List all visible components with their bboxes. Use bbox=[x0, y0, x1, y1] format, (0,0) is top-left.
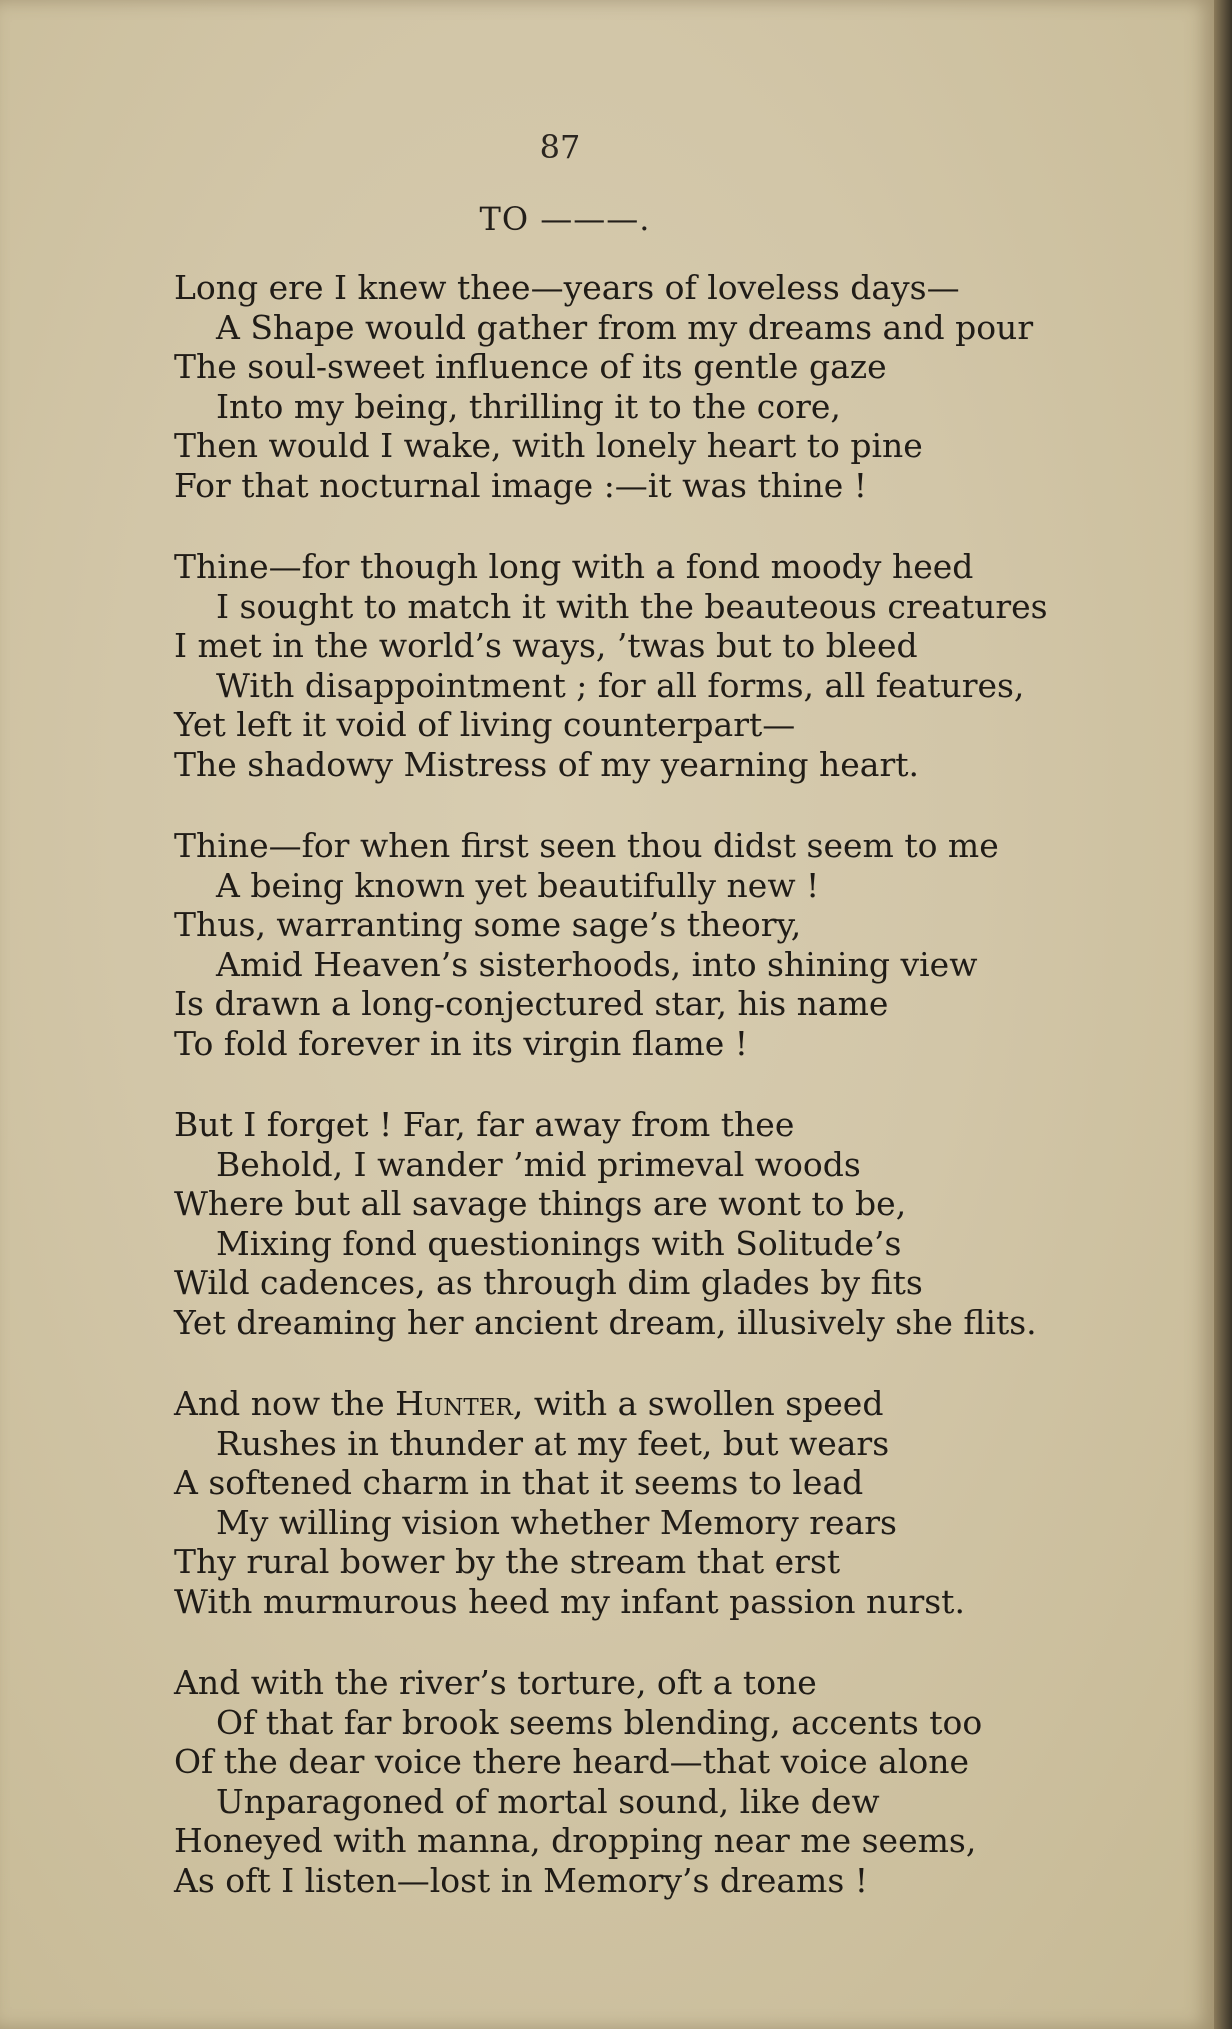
poem-line: For that nocturnal image :—it was thine ! bbox=[174, 465, 868, 505]
poem-line: Amid Heaven’s sisterhoods, into shining view bbox=[216, 944, 978, 984]
poem-line: Where but all savage things are wont to be, bbox=[174, 1184, 907, 1223]
stanza-2 bbox=[174, 547, 1074, 784]
poem-line: Thine—for when first seen thou didst seem to me bbox=[174, 826, 999, 865]
poem-line: Long ere I knew thee—years of loveless days— bbox=[174, 268, 960, 307]
poem-line: But I forget ! Far, far away from thee bbox=[174, 1105, 795, 1144]
poem-line: With murmurous heed my infant passion nurst. bbox=[174, 1581, 965, 1621]
poem-title: TO ———. bbox=[479, 200, 651, 238]
poem-line: I met in the world’s ways, ’twas but to bleed bbox=[174, 626, 918, 665]
poem-line: Yet left it void of living counterpart— bbox=[174, 705, 796, 744]
poem-line: The soul-sweet influence of its gentle gaze bbox=[174, 347, 887, 386]
poem-line: Honeyed with manna, dropping near me seems, bbox=[174, 1821, 977, 1860]
poem-line: A being known yet beautifully new ! bbox=[216, 865, 820, 905]
poem-line: A Shape would gather from my dreams and pour bbox=[216, 307, 1034, 347]
page-edge bbox=[1214, 0, 1232, 2029]
poem-line: Into my being, thrilling it to the core, bbox=[216, 386, 841, 426]
poem-line: Then would I wake, with lonely heart to pine bbox=[174, 426, 923, 465]
poem-line: I sought to match it with the beauteous creatures bbox=[216, 586, 1048, 626]
poem-line: Behold, I wander ’mid primeval woods bbox=[216, 1144, 861, 1184]
page-number: 87 bbox=[539, 128, 581, 166]
poem-line: Mixing fond questionings with Solitude’s bbox=[216, 1223, 902, 1263]
poem-line: And with the river’s torture, oft a tone bbox=[174, 1663, 817, 1702]
hunter-smallcaps: Hunter bbox=[395, 1384, 513, 1423]
poem-line: Thy rural bower by the stream that erst bbox=[174, 1542, 841, 1581]
poem-line: My willing vision whether Memory rears bbox=[216, 1502, 897, 1542]
poem-line: Of the dear voice there heard—that voice alone bbox=[174, 1742, 970, 1781]
stanza-4 bbox=[174, 1105, 1074, 1342]
poem-line: Of that far brook seems blending, accents too bbox=[216, 1702, 983, 1742]
poem-line: Yet dreaming her ancient dream, illusively she flits. bbox=[174, 1302, 1037, 1342]
line-text: , with a swollen speed bbox=[512, 1384, 884, 1423]
poem-line bbox=[174, 1384, 1074, 1424]
poem-line: A softened charm in that it seems to lead bbox=[174, 1463, 864, 1502]
poem-body bbox=[174, 268, 1074, 1942]
poem-line: Unparagoned of mortal sound, like dew bbox=[216, 1781, 880, 1821]
poem-line: Is drawn a long-conjectured star, his name bbox=[174, 984, 889, 1023]
poem-line: With disappointment ; for all forms, all features, bbox=[216, 665, 1025, 705]
poem-line: As oft I listen—lost in Memory’s dreams ! bbox=[174, 1860, 868, 1900]
poem-line: Thus, warranting some sage’s theory, bbox=[174, 905, 802, 944]
poem-line: The shadowy Mistress of my yearning heart. bbox=[174, 744, 919, 784]
stanza-5 bbox=[174, 1384, 1074, 1621]
line-text: And now the bbox=[174, 1384, 396, 1423]
poem-line: Thine—for though long with a fond moody heed bbox=[174, 547, 974, 586]
poem-line: Rushes in thunder at my feet, but wears bbox=[216, 1423, 890, 1463]
poem-line: Wild cadences, as through dim glades by fits bbox=[174, 1263, 923, 1302]
poem-line: To fold forever in its virgin flame ! bbox=[174, 1023, 749, 1063]
stanza-6 bbox=[174, 1663, 1074, 1900]
stanza-3 bbox=[174, 826, 1074, 1063]
stanza-1 bbox=[174, 268, 1074, 505]
